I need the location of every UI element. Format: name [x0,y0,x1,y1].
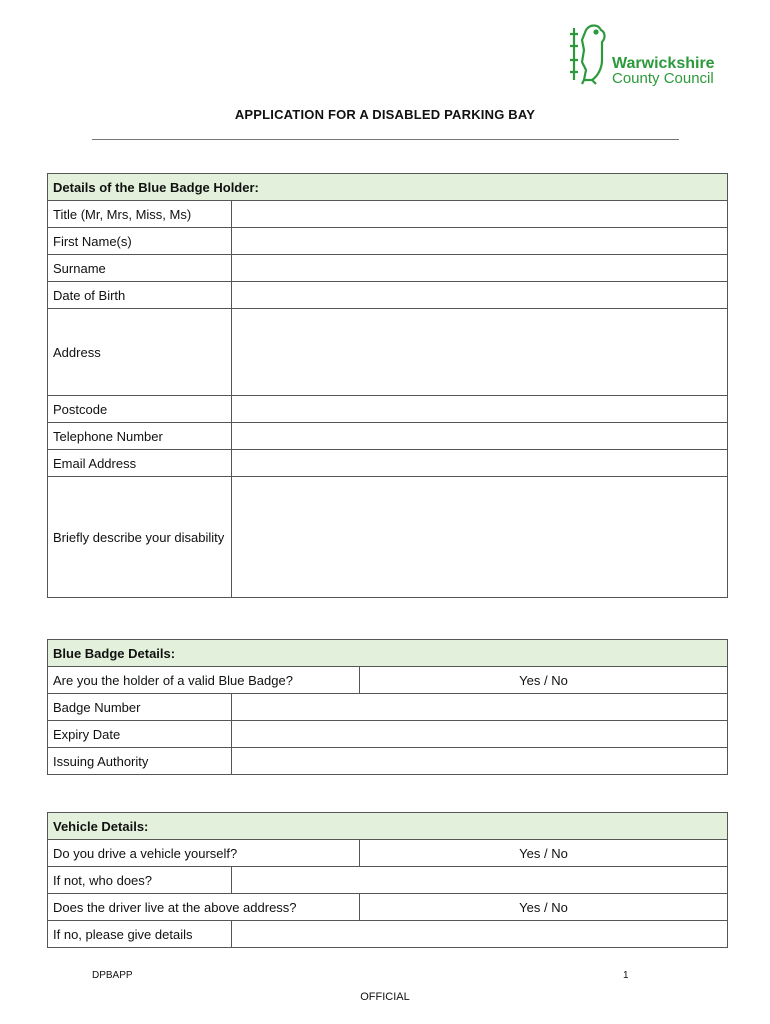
disability-label: Briefly describe your disability [48,477,232,598]
valid-badge-question: Are you the holder of a valid Blue Badge? [48,667,360,694]
table-row [48,477,728,598]
table-row [48,450,728,477]
address-label: Address [48,309,232,396]
logo-name-line2: County Council [612,70,714,87]
table-row [48,721,728,748]
section-header-row [48,174,728,201]
logo-wordmark [612,56,715,86]
vehicle-details-table [47,812,728,948]
drive-question: Do you drive a vehicle yourself? [48,840,360,867]
table-row [48,667,728,694]
first-name-field[interactable] [232,228,728,255]
table-row [48,867,728,894]
table-row [48,228,728,255]
table-row [48,921,728,948]
driver-details-label: If no, please give details [48,921,232,948]
logo-name-line1: Warwickshire [612,55,715,72]
title-divider [92,139,679,140]
dob-label: Date of Birth [48,282,232,309]
badge-number-field[interactable] [232,694,728,721]
postcode-field[interactable] [232,396,728,423]
disability-field[interactable] [232,477,728,598]
authority-label: Issuing Authority [48,748,232,775]
table-row [48,894,728,921]
who-drives-field[interactable] [232,867,728,894]
section-header-row [48,640,728,667]
postcode-label: Postcode [48,396,232,423]
section-header-row [48,813,728,840]
badge-details-table [47,639,728,775]
bear-and-ragged-staff-icon [566,20,612,88]
vehicle-section-heading: Vehicle Details: [48,813,728,840]
table-row [48,840,728,867]
holder-section-heading: Details of the Blue Badge Holder: [48,174,728,201]
footer-form-code: DPBAPP [92,970,133,981]
table-row [48,694,728,721]
dob-field[interactable] [232,282,728,309]
who-drives-label: If not, who does? [48,867,232,894]
first-name-label: First Name(s) [48,228,232,255]
expiry-label: Expiry Date [48,721,232,748]
table-row [48,282,728,309]
table-row [48,309,728,396]
surname-label: Surname [48,255,232,282]
table-row [48,201,728,228]
badge-number-label: Badge Number [48,694,232,721]
address-field[interactable] [232,309,728,396]
title-field[interactable] [232,201,728,228]
page-title: APPLICATION FOR A DISABLED PARKING BAY [234,107,536,122]
footer-classification: OFFICIAL [360,991,410,1003]
table-row [48,396,728,423]
telephone-label: Telephone Number [48,423,232,450]
valid-badge-answer[interactable]: Yes / No [360,667,728,694]
email-field[interactable] [232,450,728,477]
same-address-question: Does the driver live at the above address? [48,894,360,921]
email-label: Email Address [48,450,232,477]
driver-details-field[interactable] [232,921,728,948]
expiry-field[interactable] [232,721,728,748]
telephone-field[interactable] [232,423,728,450]
holder-details-table [47,173,728,598]
table-row [48,255,728,282]
surname-field[interactable] [232,255,728,282]
title-label: Title (Mr, Mrs, Miss, Ms) [48,201,232,228]
authority-field[interactable] [232,748,728,775]
footer-page-number: 1 [623,970,629,981]
badge-section-heading: Blue Badge Details: [48,640,728,667]
table-row [48,423,728,450]
council-logo [566,20,726,88]
same-address-answer[interactable]: Yes / No [360,894,728,921]
drive-answer[interactable]: Yes / No [360,840,728,867]
table-row [48,748,728,775]
